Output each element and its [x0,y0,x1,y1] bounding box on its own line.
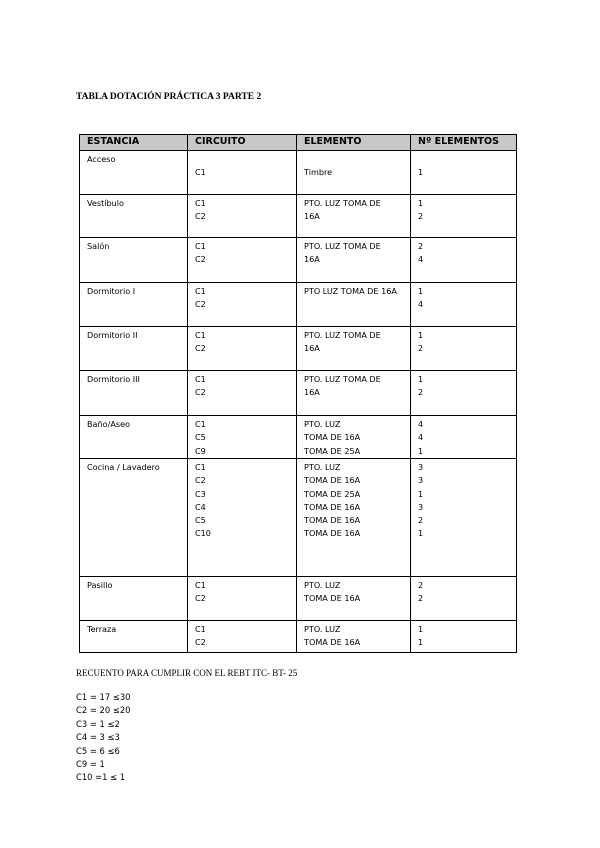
elemento-cell [297,238,411,283]
n-elementos-line: 2 [418,343,424,354]
circuito-line: C2 [195,387,206,398]
circuito-cell [188,577,297,621]
circuito-line: C3 [195,488,206,499]
elemento-cell [297,577,411,621]
circuito-line: C1 [195,419,206,429]
table-row [80,195,517,238]
table-row [80,577,517,621]
estancia-label: Cocina / Lavadero [87,462,160,472]
elemento-line: PTO. LUZ [304,419,341,429]
circuito-line: C2 [195,343,206,354]
estancia-cell [80,459,188,577]
n-elementos-cell [411,577,517,621]
circuito-line: C2 [195,637,206,648]
elemento-line: PTO LUZ TOMA DE 16A [304,286,397,296]
n-elementos-cell [411,195,517,238]
elemento-cell [297,283,411,327]
n-elementos-line: 2 [418,241,424,251]
circuito-line: C4 [195,501,206,512]
recount-note: RECUENTO PARA CUMPLIR CON EL REBT ITC- BT- 25 [76,668,298,678]
circuito-cell [188,459,297,577]
dotacion-table [79,134,517,653]
circuito-line: C9 [195,445,206,456]
elemento-line: PTO. LUZ TOMA DE [304,374,381,384]
circuito-line: C1 [195,462,206,472]
estancia-label: Terraza [87,624,117,634]
circuito-line: C1 [195,198,206,208]
elemento-line: Timbre [304,167,333,178]
n-elementos-line: 2 [418,211,424,222]
document-title: TABLA DOTACIÓN PRÁCTICA 3 PARTE 2 [76,92,262,102]
circuito-line: C2 [195,211,206,222]
elemento-cell [297,151,411,195]
circuito-line: C1 [195,241,206,251]
circuito-line: C5 [195,432,206,443]
estancia-label: Pasillo [87,580,113,590]
circuito-line: C2 [195,254,206,265]
header-elemento: ELEMENTO [297,135,411,151]
circuito-cell [188,151,297,195]
n-elementos-line: 1 [418,198,424,208]
elemento-line: PTO. LUZ [304,624,341,634]
estancia-cell [80,416,188,459]
estancia-label: Salón [87,241,110,251]
estancia-label: Vestíbulo [87,198,124,208]
n-elementos-line: 1 [418,167,424,178]
elemento-line: PTO. LUZ TOMA DE [304,330,381,340]
circuito-cell [188,238,297,283]
elemento-line: TOMA DE 16A [304,432,361,443]
elemento-line: PTO. LUZ TOMA DE [304,198,381,208]
n-elementos-line: 4 [418,254,424,265]
circuit-count-line: C4 = 3 ≤3 [76,732,120,743]
table-row [80,621,517,653]
n-elementos-line: 1 [418,528,424,539]
elemento-line [304,298,410,311]
n-elementos-line: 4 [418,299,424,310]
circuit-count-line: C2 = 20 ≤20 [76,705,131,716]
n-elementos-line: 1 [418,374,424,384]
circuito-cell [188,371,297,416]
elemento-line: TOMA DE 16A [304,637,361,648]
elemento-cell [297,371,411,416]
estancia-cell [80,327,188,371]
n-elementos-cell [411,621,517,653]
n-elementos-line: 2 [418,515,424,526]
n-elementos-line: 1 [418,286,424,296]
n-elementos-cell [411,151,517,195]
n-elementos-cell [411,327,517,371]
circuito-cell [188,283,297,327]
table-header-row [80,135,517,151]
elemento-line: TOMA DE 25A [304,488,361,499]
header-estancia: ESTANCIA [80,135,188,151]
circuito-line: C1 [195,624,206,634]
n-elementos-line: 4 [418,432,424,443]
elemento-cell [297,195,411,238]
table-row [80,371,517,416]
estancia-label: Acceso [87,154,116,164]
elemento-line: TOMA DE 25A [304,445,361,456]
table-row [80,327,517,371]
n-elementos-line: 2 [418,580,424,590]
circuito-cell [188,416,297,459]
n-elementos-cell [411,283,517,327]
circuito-line: C10 [195,528,211,539]
circuito-line: C1 [195,286,206,296]
estancia-cell [80,621,188,653]
elemento-line: TOMA DE 16A [304,515,361,526]
estancia-label: Dormitorio II [87,330,138,340]
n-elementos-line: 1 [418,624,424,634]
elemento-line: PTO. LUZ [304,462,341,472]
circuit-count-line: C9 = 1 [76,758,105,769]
n-elementos-line: 1 [418,637,424,648]
estancia-label: Dormitorio III [87,374,140,384]
elemento-line: 16A [304,387,320,398]
circuito-line: C1 [195,374,206,384]
elemento-line: 16A [304,254,320,265]
estancia-cell [80,151,188,195]
circuit-count-line: C5 = 6 ≤6 [76,745,120,756]
circuito-cell [188,195,297,238]
estancia-cell [80,283,188,327]
estancia-cell [80,195,188,238]
elemento-line: PTO. LUZ TOMA DE [304,241,381,251]
estancia-cell [80,238,188,283]
n-elementos-line: 4 [418,419,424,429]
circuito-line [195,153,296,166]
n-elementos-line: 3 [418,501,424,512]
estancia-cell [80,371,188,416]
n-elementos-line [418,153,516,166]
table-row [80,416,517,459]
elemento-cell [297,416,411,459]
elemento-line: TOMA DE 16A [304,501,361,512]
circuito-line: C2 [195,299,206,310]
n-elementos-line: 2 [418,387,424,398]
table-row [80,283,517,327]
circuit-count-list [76,691,131,785]
elemento-line: 16A [304,343,320,354]
circuito-line: C5 [195,515,206,526]
elemento-cell [297,327,411,371]
table-body [80,151,517,653]
n-elementos-line: 1 [418,445,424,456]
circuit-count-line: C1 = 17 ≤30 [76,692,131,702]
n-elementos-cell [411,238,517,283]
n-elementos-line: 1 [418,330,424,340]
table-row [80,459,517,577]
circuit-count-line: C3 = 1 ≤2 [76,718,120,729]
elemento-line: TOMA DE 16A [304,593,361,604]
circuit-count-line: C10 =1 ≤ 1 [76,772,126,783]
elemento-line: PTO. LUZ [304,580,341,590]
circuito-line: C1 [195,580,206,590]
elemento-line [304,153,410,166]
table-row [80,151,517,195]
n-elementos-line: 3 [418,462,424,472]
estancia-cell [80,577,188,621]
elemento-cell [297,621,411,653]
n-elementos-line: 2 [418,593,424,604]
n-elementos-line: 1 [418,488,424,499]
circuito-line: C2 [195,475,206,486]
n-elementos-cell [411,371,517,416]
circuito-line: C1 [195,167,206,178]
elemento-line: 16A [304,211,320,222]
n-elementos-line: 3 [418,475,424,486]
estancia-label: Dormitorio I [87,286,136,296]
circuito-line: C2 [195,593,206,604]
elemento-cell [297,459,411,577]
header-circuito: CIRCUITO [188,135,297,151]
estancia-label: Baño/Aseo [87,419,131,429]
n-elementos-cell [411,416,517,459]
table-row [80,238,517,283]
elemento-line: TOMA DE 16A [304,475,361,486]
circuito-line: C1 [195,330,206,340]
elemento-line: TOMA DE 16A [304,528,361,539]
circuito-cell [188,327,297,371]
circuito-cell [188,621,297,653]
n-elementos-cell [411,459,517,577]
header-n-elementos: Nº ELEMENTOS [411,135,517,151]
